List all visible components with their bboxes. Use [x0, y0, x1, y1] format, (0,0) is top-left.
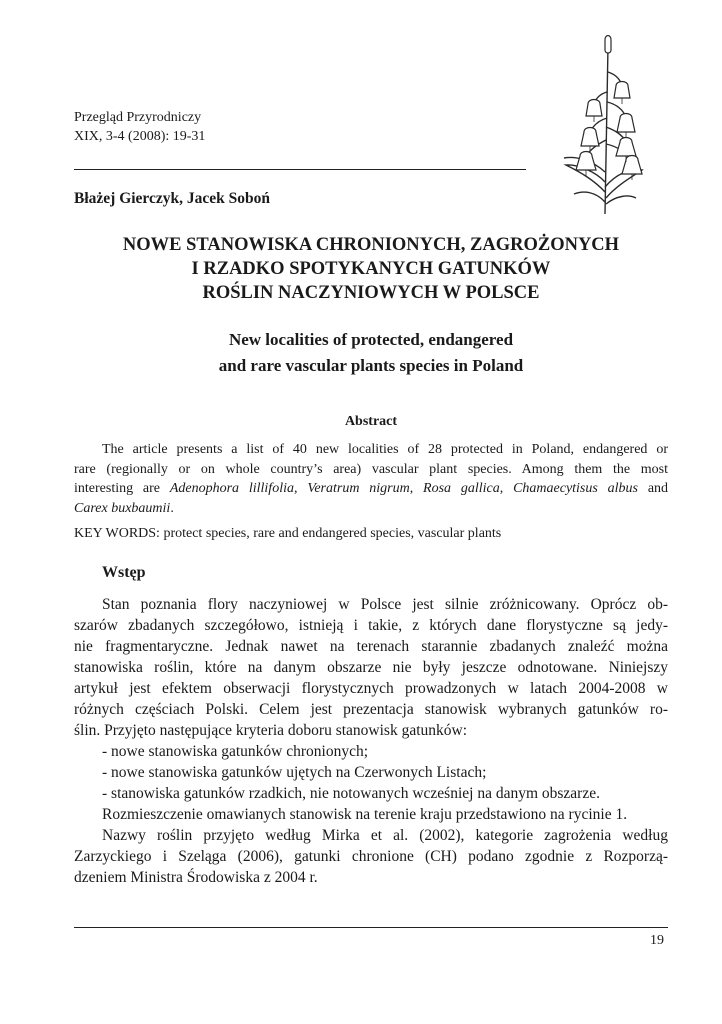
species-name: Veratrum nigrum	[307, 481, 410, 496]
list-item: - stanowiska gatunków rzadkich, nie notowanych wcześniej na danym obszarze.	[102, 785, 600, 802]
abstract-text	[74, 440, 668, 518]
journal-name: Przegląd Przyrodniczy	[74, 110, 202, 125]
page-number: 19	[650, 933, 664, 948]
section-heading: Wstęp	[102, 564, 146, 581]
list-item: - nowe stanowiska gatunków ujętych na Czerwonych Listach;	[102, 764, 487, 781]
title-pl-line-2: I RZADKO SPOTYKANYCH GATUNKÓW	[191, 259, 551, 279]
journal-info	[74, 108, 205, 146]
abstract-line-2: rare (regionally or on whole country’s area) vascular plant species. Among them the most	[74, 461, 668, 477]
abstract-text-fragment: interesting are	[74, 481, 170, 496]
species-name: Carex buxbaumii	[74, 500, 171, 516]
abstract-heading: Abstract	[344, 414, 398, 429]
title-en-line-2: and rare vascular plants species in Poland	[218, 356, 524, 375]
paragraph-line: Rozmieszczenie omawianych stanowisk na terenie kraju przedstawiono na rycinie 1.	[102, 806, 628, 823]
abstract-line-3	[74, 479, 668, 499]
separator: .	[170, 500, 174, 516]
paragraph-line: Nazwy roślin przyjęto według Mirka et al. (2002), kategorie zagrożenia według	[102, 827, 668, 844]
species-name: Adenophora lillifolia	[169, 481, 294, 496]
title-pl-line-1: NOWE STANOWISKA CHRONIONYCH, ZAGROŻONYCH	[122, 235, 620, 255]
paragraph-line: Stan poznania flory naczyniowej w Polsce jest silnie zróżnicowany. Oprócz ob-	[102, 596, 668, 613]
separator: ,	[499, 481, 514, 496]
paragraph-line: stanowiska roślin, które na danym obszarze nie były jeszcze odnotowane. Niniejszy	[74, 659, 668, 676]
title-en-line-1: New localities of protected, endangered	[228, 330, 514, 349]
authors: Błażej Gierczyk, Jacek Soboń	[74, 190, 271, 207]
header-rule	[74, 169, 526, 170]
title-polish	[74, 233, 668, 305]
species-name: Rosa gallica	[423, 481, 500, 496]
keywords: KEY WORDS: protect species, rare and endangered species, vascular plants	[74, 526, 502, 541]
journal-issue: XIX, 3-4 (2008): 19-31	[74, 129, 206, 144]
separator: ,	[293, 481, 308, 496]
abstract-text-fragment: and	[638, 481, 669, 496]
species-name: Chamaecytisus albus	[513, 481, 638, 496]
abstract-line-4	[74, 499, 668, 519]
paragraph-line: dzeniem Ministra Środowiska z 2004 r.	[74, 869, 318, 886]
paragraph-line: nie fragmentaryczne. Jednak nawet na terenach starannie zbadanych znaleźć można	[74, 638, 668, 655]
title-english	[74, 327, 668, 379]
paragraph-line: ślin. Przyjęto następujące kryteria doboru stanowisk gatunków:	[74, 722, 468, 739]
paragraph-line: Zarzyckiego i Szeląga (2006), gatunki chronione (CH) podano zgodnie z Rozporzą-	[74, 848, 668, 865]
paragraph-line: różnych częściach Polski. Celem jest prezentacja stanowisk wybranych gatunków ro-	[74, 701, 668, 718]
separator: ,	[409, 481, 424, 496]
paragraph-line: szarów zbadanych szczegółowo, istnieją i takie, z których dane florystyczne są jedy-	[74, 617, 668, 634]
paragraph-line: artykuł jest efektem obserwacji florystycznych prowadzonych w latach 2004-2008 w	[74, 680, 668, 697]
list-item: - nowe stanowiska gatunków chronionych;	[102, 743, 369, 760]
abstract-line-1: The article presents a list of 40 new localities of 28 protected in Poland, endangered or	[102, 442, 668, 457]
section-body	[74, 594, 668, 888]
footer-rule	[74, 927, 668, 928]
title-pl-line-3: ROŚLIN NACZYNIOWYCH W POLSCE	[202, 283, 540, 303]
bellflower-plant-icon	[556, 32, 674, 222]
